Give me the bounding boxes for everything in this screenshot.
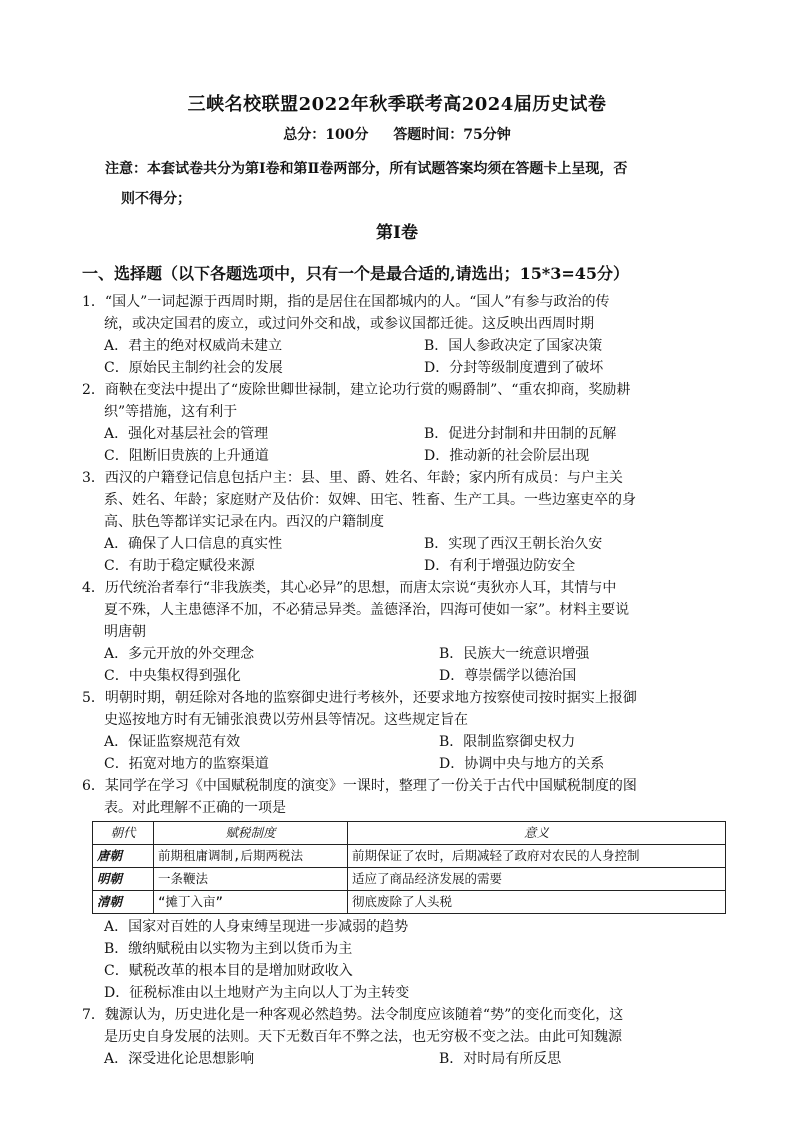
options — [82, 1048, 722, 1070]
table-row — [93, 891, 726, 914]
notice-line-1: 注意：本套试卷共分为第Ⅰ卷和第Ⅱ卷两部分，所有试题答案均须在答题卡上呈现，否 — [105, 161, 628, 177]
table-cell-system: “摊丁入亩” — [154, 891, 348, 914]
table-cell-meaning: 前期保证了农时，后期减轻了政府对农民的人身控制 — [348, 845, 726, 868]
table-row — [93, 845, 726, 868]
question-3 — [82, 467, 722, 577]
question-stem: 7．魏源认为，历史进化是一种客观必然趋势。法令制度应该随着“势”的变化而变化，这 — [82, 1007, 624, 1023]
option-d: D．有利于增强边防安全 — [424, 558, 576, 574]
option-b: B．促进分封制和井田制的瓦解 — [424, 426, 617, 442]
table-header-row — [93, 822, 726, 845]
section-title: 一、选择题（以下各题选项中，只有一个是最合适的,请选出；15*3=45分） — [82, 264, 630, 283]
tax-system-table — [92, 821, 726, 914]
option-d: D．协调中央与地方的关系 — [439, 756, 605, 772]
table-row — [93, 868, 726, 891]
option-c: C．有助于稳定赋役来源 — [104, 558, 255, 574]
option-a: A．多元开放的外交理念 — [104, 646, 255, 662]
table-cell-meaning: 适应了商品经济发展的需要 — [348, 868, 726, 891]
question-stem-cont: 高、肤色等都详实记录在内。西汉的户籍制度 — [104, 514, 384, 530]
table-cell-system: 一条鞭法 — [154, 868, 348, 891]
option-a: A．保证监察规范有效 — [104, 734, 241, 750]
option-b: B．实现了西汉王朝长治久安 — [424, 536, 603, 552]
option-d: D．推动新的社会阶层出现 — [424, 448, 590, 464]
question-stem-cont: 明唐朝 — [104, 624, 146, 640]
question-4 — [82, 577, 722, 687]
table-header-cell: 朝代 — [93, 822, 154, 845]
option-a: A．国家对百姓的人身束缚呈现进一步减弱的趋势 — [104, 919, 409, 935]
question-5 — [82, 687, 722, 775]
options — [82, 533, 722, 577]
question-list — [82, 291, 722, 1070]
question-stem: 3．西汉的户籍登记信息包括户主：县、里、爵、姓名、年龄；家内所有成员：与户主关 — [82, 470, 623, 486]
table-cell-system: 前期租庸调制,后期两税法 — [154, 845, 348, 868]
options — [82, 335, 722, 379]
question-stem-cont: 夏不殊，人主患德泽不加，不必猜忌异类。盖德泽治，四海可使如一家”。材料主要说 — [104, 602, 630, 618]
notice-line-2: 则不得分； — [121, 191, 191, 207]
table-cell-meaning: 彻底废除了人头税 — [348, 891, 726, 914]
question-stem-cont: 表。对此理解不正确的一项是 — [104, 800, 286, 816]
table-header-cell: 赋税制度 — [154, 822, 348, 845]
option-c: C．原始民主制约社会的发展 — [104, 360, 283, 376]
option-a: A．君主的绝对权威尚未建立 — [104, 338, 283, 354]
question-stem-cont: 统，或决定国君的废立，或过问外交和战，或参议国都迁徙。这反映出西周时期 — [104, 316, 594, 332]
options — [82, 731, 722, 775]
exam-meta — [0, 124, 794, 144]
question-2 — [82, 379, 722, 467]
question-stem: 1．“国人”一词起源于西周时期，指的是居住在国都城内的人。“国人”有参与政治的传 — [82, 294, 610, 310]
question-6 — [82, 775, 722, 1004]
option-a: A．确保了人口信息的真实性 — [104, 536, 283, 552]
table-cell-dynasty: 唐朝 — [93, 845, 154, 868]
option-b: B．国人参政决定了国家决策 — [424, 338, 603, 354]
answer-time: 答题时间：75分钟 — [393, 127, 511, 143]
question-stem: 2．商鞅在变法中提出了“废除世卿世禄制，建立论功行赏的赐爵制”、“重农抑商，奖励耕 — [82, 382, 631, 398]
table-cell-dynasty: 清朝 — [93, 891, 154, 914]
option-c: C．中央集权得到强化 — [104, 668, 241, 684]
option-c: C．阻断旧贵族的上升通道 — [104, 448, 269, 464]
option-b: B．对时局有所反思 — [439, 1051, 562, 1067]
option-a: A．强化对基层社会的管理 — [104, 426, 269, 442]
option-d: D．征税标准由以土地财产为主向以人丁为主转变 — [104, 985, 410, 1001]
question-1 — [82, 291, 722, 379]
table-header-cell: 意义 — [348, 822, 726, 845]
option-d: D．分封等级制度遭到了破坏 — [424, 360, 604, 376]
question-stem: 6．某同学在学习《中国赋税制度的演变》一课时，整理了一份关于古代中国赋税制度的图 — [82, 778, 637, 794]
option-c: C．拓宽对地方的监察渠道 — [104, 756, 269, 772]
question-stem: 4．历代统治者奉行“非我族类，其心必异”的思想，而唐太宗说“夷狄亦人耳，其情与中 — [82, 580, 617, 596]
option-d: D．尊崇儒学以德治国 — [439, 668, 577, 684]
exam-title: 三峡名校联盟2022年秋季联考高2024届历史试卷 — [187, 94, 607, 115]
options — [82, 423, 722, 467]
option-b: B．缴纳赋税由以实物为主到以货币为主 — [104, 941, 353, 957]
option-b: B．民族大一统意识增强 — [439, 646, 590, 662]
option-a: A．深受进化论思想影响 — [104, 1051, 255, 1067]
question-stem-cont: 是历史自身发展的法则。天下无数百年不弊之法，也无穷极不变之法。由此可知魏源 — [104, 1029, 622, 1045]
table-cell-dynasty: 明朝 — [93, 868, 154, 891]
question-stem: 5．明朝时期，朝廷除对各地的监察御史进行考核外，还要求地方按察使司按时据实上报御 — [82, 690, 637, 706]
question-stem-cont: 系、姓名、年龄；家庭财产及估价：奴婢、田宅、牲畜、生产工具。一些边塞吏卒的身 — [104, 492, 636, 508]
question-stem-cont: 织”等措施，这有利于 — [104, 404, 238, 420]
options — [82, 643, 722, 687]
option-c: C．赋税改革的根本目的是增加财政收入 — [104, 963, 353, 979]
question-stem-cont: 史巡按地方时有无铺张浪费以劳州县等情况。这些规定旨在 — [104, 712, 468, 728]
exam-notice — [105, 154, 717, 214]
total-score: 总分：100分 — [283, 127, 369, 143]
question-7 — [82, 1004, 722, 1070]
option-b: B．限制监察御史权力 — [439, 734, 576, 750]
part-title: 第Ⅰ卷 — [376, 223, 418, 243]
